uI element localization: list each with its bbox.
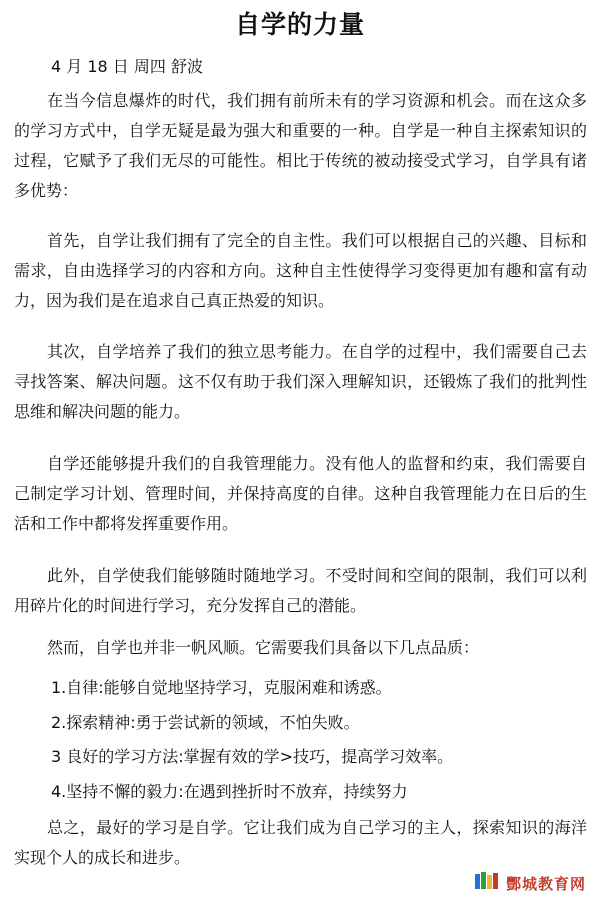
list-item-perseverance: 4.坚持不懈的毅力:在遇到挫折时不放弃，持续努力 [51,782,408,801]
document-byline: 4 月 18 日 周四 舒波 [51,57,203,76]
paragraph-self-management: 自学还能够提升我们的自我管理能力。没有他人的监督和约束，我们需要自己制定学习计划、管理时间，并保持高度的自律。这种自我管理能力在日后的生活和工作中都将发挥重要作用。 [14,454,587,533]
watermark-text: 酆城教育网 [505,874,586,893]
list-item-exploration: 2.探索精神:勇于尝试新的领域，不怕失败。 [51,713,360,732]
paragraph-independent-thinking: 其次，自学培养了我们的独立思考能力。在自学的过程中，我们需要自己去寻找答案、解决问题。这不仅有助于我们深入理解知识，还锻炼了我们的批判性思维和解决问题的能力。 [14,342,587,421]
paragraph-intro: 在当今信息爆炸的时代，我们拥有前所未有的学习资源和机会。而在这众多的学习方式中，自学无疑是最为强大和重要的一种。自学是一种自主探索知识的过程，它赋予了我们无尽的可能性。相比于传统的被动接受式学习，自学具有诸多优势： [14,91,587,200]
books-logo-icon [474,871,500,895]
list-item-self-discipline: 1.自律:能够自觉地坚持学习，克服闲难和诱惑。 [51,678,392,697]
paragraph-anytime: 此外，自学使我们能够随时随地学习。不受时间和空间的限制，我们可以利用碎片化的时间进行学习，充分发挥自己的潜能。 [14,566,587,615]
paragraph-autonomy: 首先，自学让我们拥有了完全的自主性。我们可以根据自己的兴趣、目标和需求，自由选择学习的内容和方向。这种自主性使得学习变得更加有趣和富有动力，因为我们是在追求自己真正热爱的知识。 [14,231,587,310]
list-item-study-method: 3 良好的学习方法:掌握有效的学>技巧，提高学习效率。 [51,747,454,766]
paragraph-conclusion: 总之，最好的学习是自学。它让我们成为自己学习的主人，探索知识的海洋实现个人的成长和进步。 [14,818,587,867]
site-watermark [474,871,586,895]
paragraph-qualities-intro: 然而，自学也并非一帆风顺。它需要我们具备以下几点品质： [47,638,480,657]
document-title: 自学的力量 [234,10,365,39]
